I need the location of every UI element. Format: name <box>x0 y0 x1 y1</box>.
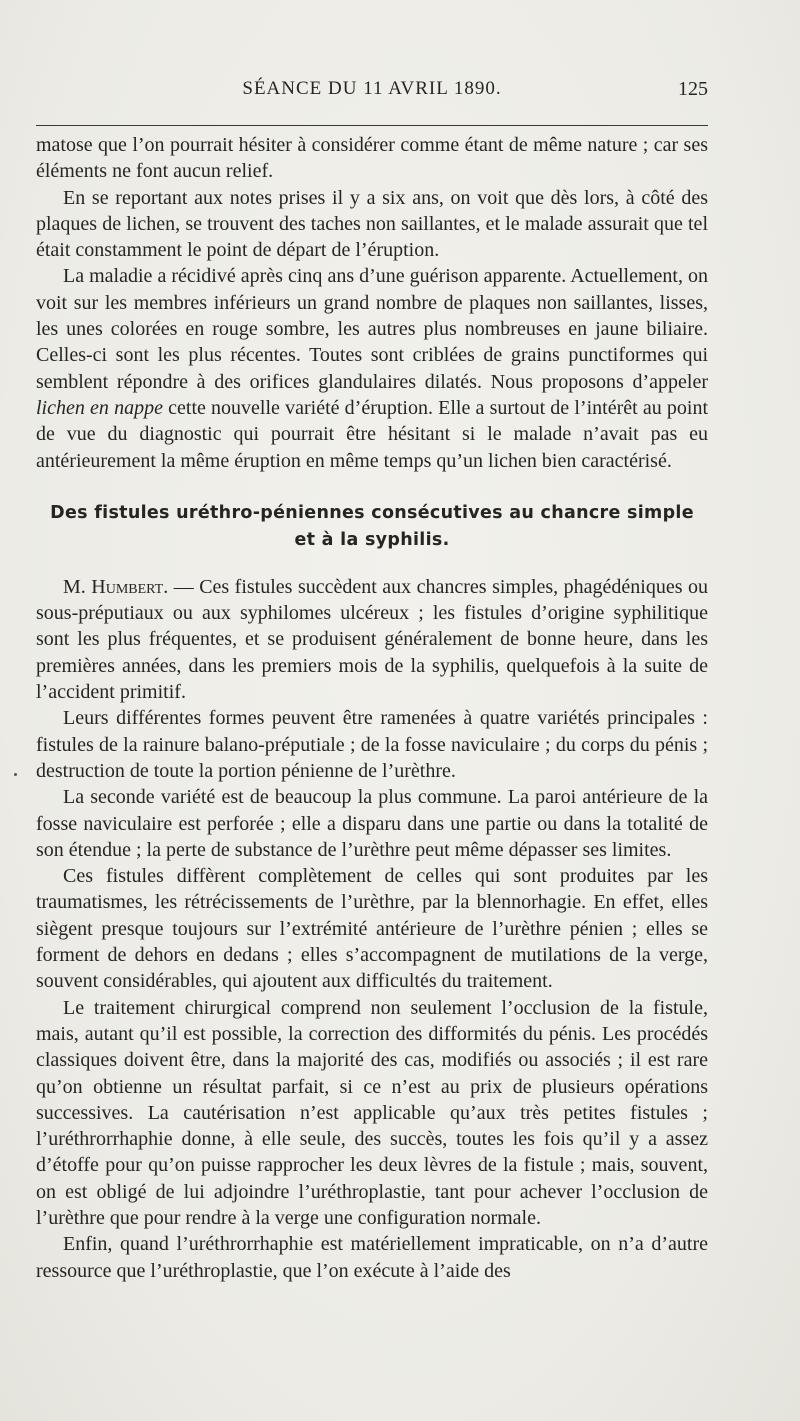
page-header <box>36 78 708 106</box>
section-heading <box>36 500 708 554</box>
running-title: SÉANCE DU 11 AVRIL 1890. <box>242 78 502 99</box>
paragraph-prefix: M. <box>63 575 92 598</box>
paragraph-text: . — Ces fistules succèdent aux chancres simples, phagédéniques ou sous-préputiaux ou aux syphilomes ulcéreux ; les fistules d’origine syphilitique sont les plus fréquentes, et se produisent généralement de bonne heure, dans les premières années, dans les premiers mois de la syphilis, quelquefois à la suite de l’accident primitif. <box>36 575 708 704</box>
italic-term: lichen en nappe <box>36 396 163 419</box>
paragraph <box>36 574 708 705</box>
paper-speck <box>14 773 17 776</box>
paragraph-text: cette nouvelle variété d’éruption. Elle a surtout de l’intérêt au point de vue du diagnostic qui pourrait être hésitant si le malade n’avait pas eu antérieurement la même éruption en même temps qu’un lichen bien caractérisé. <box>36 396 708 472</box>
paragraph-text: La maladie a récidivé après cinq ans d’une guérison apparente. Actuellement, on voit sur les membres inférieurs un grand nombre de plaques non saillantes, lisses, les unes colorées en rouge sombre, les autres plus nombreuses en jaune biliaire. Celles-ci sont les plus récentes. Toutes sont criblées de grains punctiformes qui semblent répondre à des orifices glandulaires dilatés. Nous proposons d’appeler <box>36 265 708 393</box>
paragraph: La seconde variété est de beaucoup la plus commune. La paroi antérieure de la fosse naviculaire est perforée ; elle a disparu dans une partie ou dans la totalité de son étendue ; la perte de substance de l’urèthre peut même dépasser ses limites. <box>36 786 708 861</box>
paragraph: Leurs différentes formes peuvent être ramenées à quatre variétés principales : fistules de la rainure balano-préputiale ; de la fosse naviculaire ; du corps du pénis ; destruction de toute la portion pénienne de l’urèthre. <box>36 707 708 782</box>
page-number: 125 <box>678 78 708 100</box>
paragraph: Ces fistules diffèrent complètement de celles qui sont produites par les traumatismes, les rétrécissements de l’urèthre, par la blennorhagie. En effet, elles siègent presque toujours sur l’extrémité antérieure de l’urèthre pénien ; elles se forment de dehors en dedans ; elles s’accompagnent de mutilations de la verge, souvent considérables, qui ajoutent aux difficultés du traitement. <box>36 865 708 993</box>
paragraph: Enfin, quand l’uréthrorrhaphie est matériellement impraticable, on n’a d’autre ressource que l’uréthroplastie, que l’on exécute à l’aide des <box>36 1233 708 1282</box>
author-name: Humbert <box>91 575 164 598</box>
section-heading-line: et à la syphilis. <box>294 529 450 550</box>
paragraph <box>36 263 708 473</box>
section-heading-line: Des fistules uréthro-péniennes consécutives au chancre simple <box>50 502 694 523</box>
paragraph-continued: matose que l’on pourrait hésiter à considérer comme étant de même nature ; car ses éléments ne font aucun relief. <box>36 134 708 183</box>
paragraph: Le traitement chirurgical comprend non seulement l’occlusion de la fistule, mais, autant qu’il est possible, la correction des difformités du pénis. Les procédés classiques doivent être, dans la majorité des cas, modifiés ou associés ; il est rare qu’on obtienne un résultat parfait, si ce n’est au prix de plusieurs opérations successives. La cautérisation n’est applicable qu’aux très petites fistules ; l’uréthrorrhaphie donne, à elle seule, des succès, toutes les fois qu’il y a assez d’étoffe pour qu’on puisse rapprocher les deux lèvres de la fistule ; mais, souvent, on est obligé de lui adjoindre l’uréthroplastie, tant pour achever l’occlusion de l’urèthre que pour rendre à la verge une configuration normale. <box>36 996 708 1229</box>
body-text <box>36 132 708 1284</box>
paragraph: En se reportant aux notes prises il y a six ans, on voit que dès lors, à côté des plaques de lichen, se trouvent des taches non saillantes, et le malade assurait que tel était constamment le point de départ de l’éruption. <box>36 186 708 262</box>
header-rule <box>36 125 708 126</box>
